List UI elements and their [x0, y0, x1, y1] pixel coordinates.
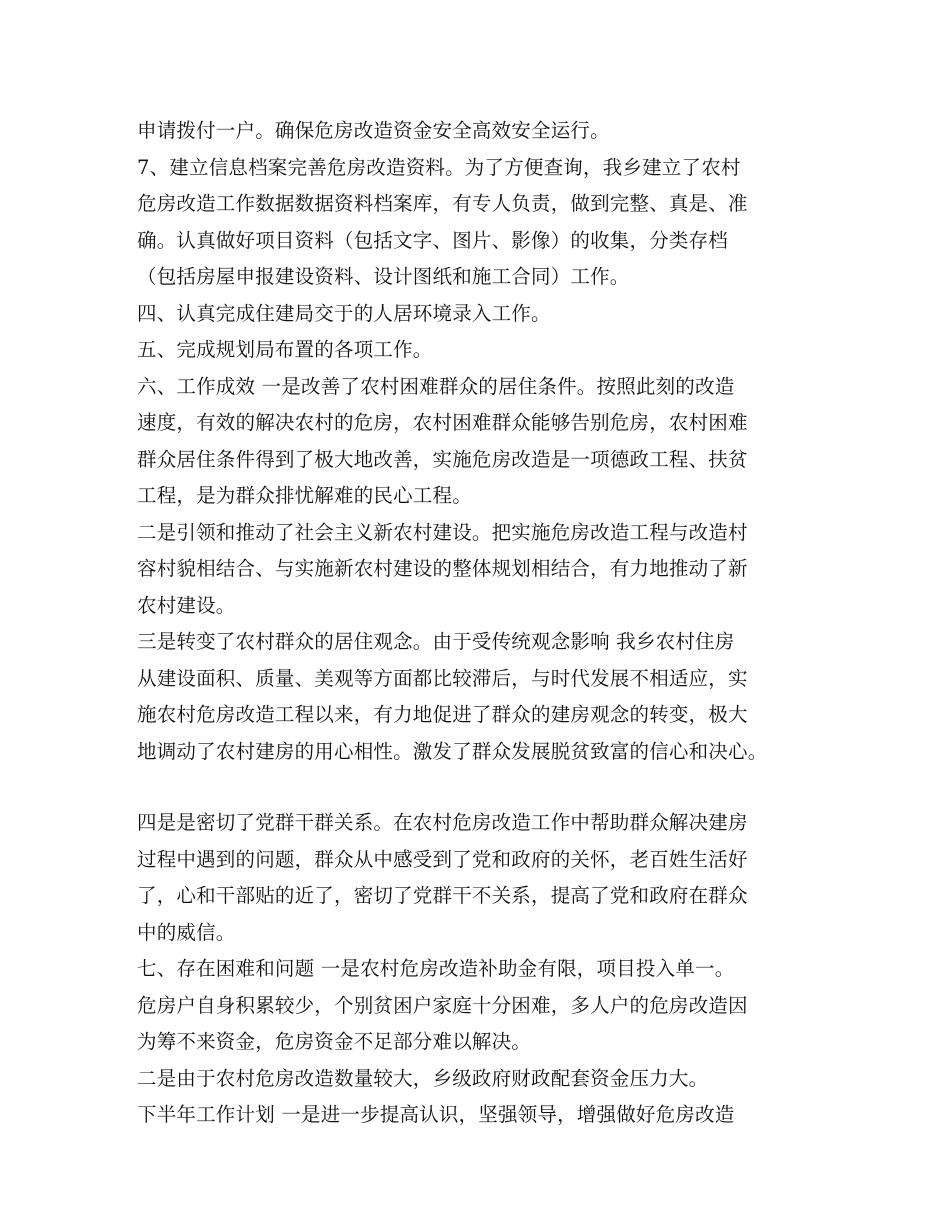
text-line: 四是是密切了党群干群关系。在农村危房改造工作中帮助群众解决建房	[137, 811, 748, 834]
text-line: 中的威信。	[137, 920, 236, 944]
text-line: 7、建立信息档案完善危房改造资料。为了方便查询，我乡建立了农村	[137, 155, 741, 179]
text-line: 四、认真完成住建局交于的人居环境录入工作。	[137, 301, 551, 325]
text-line: 工程，是为群众排忧解难的民心工程。	[137, 484, 472, 507]
text-line: 下半年工作计划 一是进一步提高认识，坚强领导，增强做好危房改造	[137, 1103, 735, 1126]
text-line: 农村建设。	[137, 593, 236, 617]
text-line: 七、存在困难和问题 一是农村危房改造补助金有限，项目投入单一。	[137, 957, 735, 980]
text-line: 地调动了农村建房的用心相性。激发了群众发展脱贫致富的信心和决心。	[137, 739, 768, 763]
document-body	[137, 113, 827, 1134]
text-line: 了，心和干部贴的近了，密切了党群干不关系，提高了党和政府在群众	[137, 884, 748, 907]
text-line: 二是引领和推动了社会主义新农村建设。把实施危房改造工程与改造村	[137, 520, 748, 544]
text-line: 五、完成规划局布置的各项工作。	[137, 338, 433, 361]
text-line: 二是由于农村危房改造数量较大，乡级政府财政配套资金压力大。	[137, 1066, 709, 1090]
text-line: 确。认真做好项目资料（包括文字、图片、影像）的收集，分类存档	[137, 228, 729, 252]
text-line: 危房户自身积累较少，个别贫困户家庭十分困难，多人户的危房改造因	[137, 993, 748, 1017]
text-line: 六、工作成效 一是改善了农村困难群众的居住条件。按照此刻的改造	[137, 374, 735, 398]
text-line: 过程中遇到的问题，群众从中感受到了党和政府的关怀，老百姓生活好	[137, 847, 748, 871]
paragraph-gap	[137, 770, 827, 805]
text-line: 为筹不来资金，危房资金不足部分难以解决。	[137, 1030, 532, 1053]
text-line: （包括房屋申报建设资料、设计图纸和施工合同）工作。	[137, 265, 630, 288]
text-line: 容村貌相结合、与实施新农村建设的整体规划相结合，有力地推动了新	[137, 557, 748, 580]
text-line: 从建设面积、质量、美观等方面都比较滞后，与时代发展不相适应，实	[137, 666, 748, 690]
text-line: 危房改造工作数据数据资料档案库，有专人负责，做到完整、真是、准	[137, 192, 748, 215]
text-line: 速度，有效的解决农村的危房，农村困难群众能够告别危房，农村困难	[137, 411, 748, 434]
text-line: 施农村危房改造工程以来，有力地促进了群众的建房观念的转变，极大	[137, 703, 748, 726]
text-line: 群众居住条件得到了极大地改善，实施危房改造是一项德政工程、扶贫	[137, 447, 748, 471]
text-line: 申请拨付一户。确保危房改造资金安全高效安全运行。	[137, 119, 610, 142]
text-line: 三是转变了农村群众的居住观念。由于受传统观念影响 我乡农村住房	[137, 630, 735, 653]
